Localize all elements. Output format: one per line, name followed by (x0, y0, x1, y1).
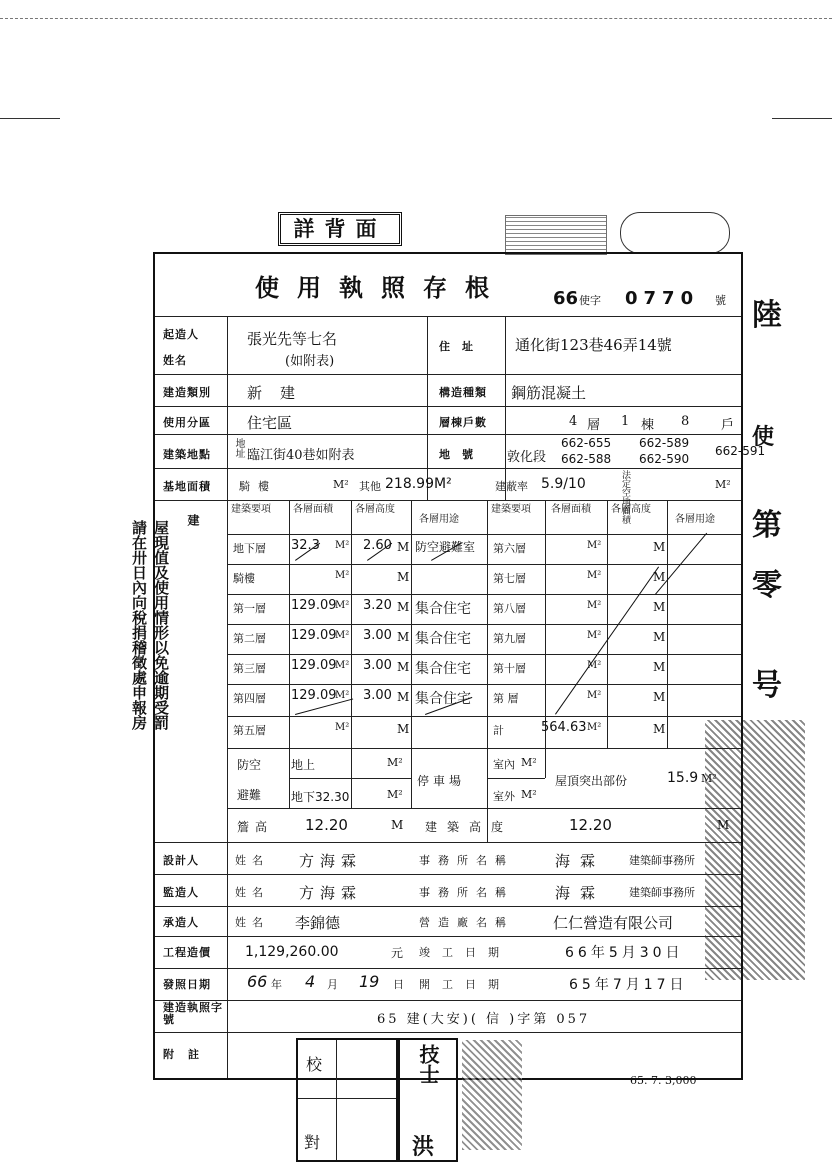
applicant-name-note: (如附表) (285, 354, 335, 369)
designer-name: 方海霖 (299, 852, 363, 870)
issue-year-unit: 年 (271, 978, 282, 991)
site-address: 臨江街40巷如附表 (247, 448, 355, 463)
floor-height: 3.00 (363, 658, 392, 673)
eaves-value: 12.20 (305, 816, 348, 834)
floor-height-unit: M (397, 690, 410, 704)
floor-area: 32.3 (291, 538, 320, 553)
right-margin-char: 第 (752, 508, 782, 543)
eaves-label: 簷高 (237, 820, 274, 834)
issue-year: 66 (247, 972, 268, 991)
floor-height-unit: M (397, 722, 410, 736)
floors-unit: 層 (587, 418, 601, 433)
floor-area-unit: M² (335, 660, 350, 671)
building-height-unit: M (717, 818, 730, 832)
floor-area-right: 564.63 (541, 720, 587, 735)
lot-number: 662-655 (561, 436, 612, 450)
floor-area-unit-right: M² (587, 600, 602, 611)
cost-value: 1,129,260.00 (245, 944, 339, 960)
floor-use: 集合住宅 (415, 601, 471, 617)
header-area-right: 各層面積 (551, 504, 591, 515)
parking-indoor-unit: M² (521, 756, 537, 769)
contractor-label: 承造人 (163, 916, 199, 929)
lot-number: 662-591 (715, 444, 766, 458)
applicant-name-label: 姓名 (163, 354, 187, 367)
floor-height: 3.00 (363, 628, 392, 643)
floor-item-right: 第七層 (493, 572, 526, 585)
supervisor-office: 海霖 (555, 884, 606, 902)
applicant-label: 起造人 (163, 328, 199, 341)
permit-label: 建造執照字號 (163, 1001, 223, 1026)
header-area: 各層面積 (293, 504, 333, 515)
start-label: 開工日期 (419, 978, 511, 991)
license-number: 0770 (625, 288, 700, 309)
oval-stamp (620, 212, 730, 254)
floors-label: 層棟戶數 (439, 416, 487, 429)
floor-area-unit: M² (335, 722, 350, 733)
cost-label: 工程造價 (163, 946, 211, 959)
issue-day-unit: 日 (393, 978, 404, 991)
floor-item: 第四層 (233, 692, 266, 705)
roof-unit: M² (701, 772, 717, 785)
parking-outdoor-unit: M² (521, 788, 537, 801)
designer-office: 海霖 (555, 852, 606, 870)
cost-unit: 元 (391, 946, 404, 960)
right-margin-char: 号 (752, 668, 782, 703)
floor-item: 第一層 (233, 602, 266, 615)
header-height-right: 各層高度 (611, 504, 651, 515)
lot-number: 662-590 (639, 452, 690, 466)
site-area-label: 基地面積 (163, 480, 211, 493)
site-label: 建築地點 (163, 448, 211, 461)
applicant-address: 通化街123巷46弄14號 (515, 336, 672, 354)
floor-height-unit-right: M (653, 722, 666, 736)
shelter-label: 避難 (237, 788, 262, 802)
floor-item-right: 第八層 (493, 602, 526, 615)
coverage-label: 建蔽率 (495, 480, 528, 493)
floor-use: 集合住宅 (415, 631, 471, 647)
floor-height-unit: M (397, 540, 410, 554)
contractor-name-label: 姓名 (235, 916, 269, 929)
floor-item: 騎樓 (233, 572, 255, 585)
issue-day: 19 (359, 972, 380, 991)
floor-item: 第二層 (233, 632, 266, 645)
proofread-stamp (296, 1038, 400, 1162)
floor-height-unit: M (397, 630, 410, 644)
detail-back-label: 詳背面 (278, 212, 402, 246)
other-label: 其他 (359, 480, 381, 493)
floor-use: 集合住宅 (415, 691, 471, 707)
building-height-value: 12.20 (569, 816, 612, 834)
supervisor-office-label: 事務所名稱 (419, 886, 514, 899)
floor-area-unit-right: M² (587, 722, 602, 733)
eaves-unit: M (391, 818, 404, 832)
scan-edge-line (0, 18, 832, 19)
floor-height: 3.20 (363, 598, 392, 613)
floor-height-unit-right: M (653, 540, 666, 554)
left-note-2: 屋現值及使用情形以免逾期受罰 (152, 520, 170, 730)
floor-height-unit-right: M (653, 630, 666, 644)
floor-area-unit-right: M² (587, 570, 602, 581)
issue-month-unit: 月 (327, 978, 338, 991)
floor-height-unit-right: M (653, 690, 666, 704)
lot-number: 662-589 (639, 436, 690, 450)
floor-area-unit: M² (335, 600, 350, 611)
engineer-stamp (396, 1038, 458, 1162)
shelter-below: 地下32.30 (291, 790, 350, 804)
license-form (153, 252, 766, 1080)
completion-date: 66年5月30日 (565, 945, 684, 961)
parking-indoor: 室內 (493, 758, 515, 771)
floor-height-unit: M (397, 600, 410, 614)
floor-item-right: 第十層 (493, 662, 526, 675)
floor-height: 2.60 (363, 538, 392, 553)
license-word: 使字 (579, 294, 601, 307)
floor-item-right: 計 (493, 724, 504, 737)
remark-label: 附註 (163, 1048, 213, 1061)
right-margin-char: 使 (752, 424, 775, 450)
roof-label: 屋頂突出部份 (555, 774, 628, 788)
contractor-company: 仁仁營造有限公司 (553, 914, 674, 932)
building-type-value: 新建 (247, 384, 314, 402)
floor-height-unit: M (397, 660, 410, 674)
floor-area-unit: M² (335, 630, 350, 641)
floor-height-unit-right: M (653, 570, 666, 584)
header-use-right: 各層用途 (675, 514, 715, 525)
supervisor-label: 監造人 (163, 886, 199, 899)
supervisor-office-suffix: 建築師事務所 (629, 886, 695, 899)
legal-space-label: 法定空地面積 (620, 470, 630, 524)
contractor-company-label: 營造廠名稱 (419, 916, 514, 929)
shelter-below-unit: M² (387, 788, 403, 801)
floors-count: 4 (569, 414, 578, 429)
completion-label: 竣工日期 (419, 946, 511, 959)
floor-area-unit-right: M² (587, 630, 602, 641)
floor-height: 3.00 (363, 688, 392, 703)
building-height-label: 建築高度 (425, 820, 514, 834)
header-item: 建築要項 (231, 504, 271, 515)
lot-number: 662-588 (561, 452, 612, 466)
floor-area: 129.09 (291, 688, 337, 703)
header-use: 各層用途 (419, 514, 459, 525)
building-type-label: 建造類別 (163, 386, 211, 399)
zone-label: 使用分區 (163, 416, 211, 429)
structure-value: 鋼筋混凝土 (511, 384, 587, 402)
floor-height-unit: M (397, 570, 410, 584)
permit-value: 65 建(大安)( 信 )字第 057 (377, 1012, 591, 1027)
floor-area-unit: M² (335, 690, 350, 701)
blocks-unit: 棟 (641, 418, 655, 433)
proof-label-1: 校 (306, 1055, 323, 1074)
other-area: 218.99M² (385, 476, 452, 492)
units-unit: 戶 (721, 418, 735, 433)
building-summary-label: 建 (186, 514, 200, 581)
shelter-above: 地上 (291, 758, 316, 772)
proof-label-2: 對 (304, 1133, 321, 1152)
scan-mark-left (0, 118, 60, 119)
floor-area: 129.09 (291, 628, 337, 643)
start-date: 65年7月17日 (569, 977, 688, 993)
engineer-title: 技士 (416, 1044, 440, 1084)
right-margin-char: 陸 (752, 298, 782, 333)
floor-area-unit-right: M² (587, 660, 602, 671)
contractor-name: 李錦德 (295, 914, 341, 932)
left-note-1: 請在卅日內向稅捐稽徵處申報房 (130, 520, 148, 730)
seal-stamp (462, 1040, 522, 1150)
designer-office-label: 事務所名稱 (419, 854, 514, 867)
floor-use: 防空避難室 (415, 540, 476, 554)
floor-use: 集合住宅 (415, 661, 471, 677)
scan-mark-right (772, 118, 832, 119)
floor-item-right: 第六層 (493, 542, 526, 555)
designer-office-suffix: 建築師事務所 (629, 854, 695, 867)
header-height: 各層高度 (355, 504, 395, 515)
license-suffix: 號 (715, 294, 726, 307)
floor-area-unit: M² (335, 540, 350, 551)
floor-area-unit: M² (335, 570, 350, 581)
applicant-name: 張光先等七名 (247, 330, 338, 348)
floor-item: 地下層 (233, 542, 266, 555)
approval-stamp-small (505, 215, 615, 255)
units-count: 8 (681, 414, 690, 429)
structure-label: 構造種類 (439, 386, 487, 399)
roof-value: 15.9 (667, 770, 699, 786)
blocks-count: 1 (621, 414, 630, 429)
legal-space-unit: M² (715, 478, 731, 491)
floor-item: 第三層 (233, 662, 266, 675)
zone-value: 住宅區 (247, 414, 293, 432)
arcade-unit: M² (333, 478, 349, 491)
designer-name-label: 姓名 (235, 854, 269, 867)
floor-item-right: 第九層 (493, 632, 526, 645)
floor-height-unit-right: M (653, 660, 666, 674)
coverage-value: 5.9/10 (541, 476, 586, 492)
floor-height-unit-right: M (653, 600, 666, 614)
address-label: 住址 (439, 340, 485, 353)
floor-area: 129.09 (291, 658, 337, 673)
supervisor-name-label: 姓名 (235, 886, 269, 899)
shelter-label: 防空 (237, 758, 262, 772)
print-footer: 65. 7. 3,000 (630, 1074, 697, 1087)
right-margin-char: 零 (752, 568, 782, 603)
issue-label: 發照日期 (163, 978, 211, 991)
floor-item-right: 第 層 (493, 692, 519, 705)
license-prefix: 66 (553, 288, 579, 309)
designer-label: 設計人 (163, 854, 199, 867)
shelter-above-unit: M² (387, 756, 403, 769)
site-address-tag: 地址 (233, 438, 244, 458)
arcade-label: 騎樓 (239, 480, 277, 493)
floor-item: 第五層 (233, 724, 266, 737)
floor-area: 129.09 (291, 598, 337, 613)
floor-area-unit-right: M² (587, 540, 602, 551)
header-item-right: 建築要項 (491, 504, 531, 515)
form-title: 使用執照存根 (255, 273, 507, 302)
floor-area-unit-right: M² (587, 690, 602, 701)
parking-outdoor: 室外 (493, 790, 515, 803)
lot-label: 地號 (439, 448, 485, 461)
issue-month: 4 (305, 972, 316, 991)
parking-label: 停車場 (417, 774, 466, 788)
lot-section: 敦化段 (507, 450, 547, 465)
engineer-name: 洪 (412, 1134, 435, 1160)
supervisor-name: 方海霖 (299, 884, 363, 902)
